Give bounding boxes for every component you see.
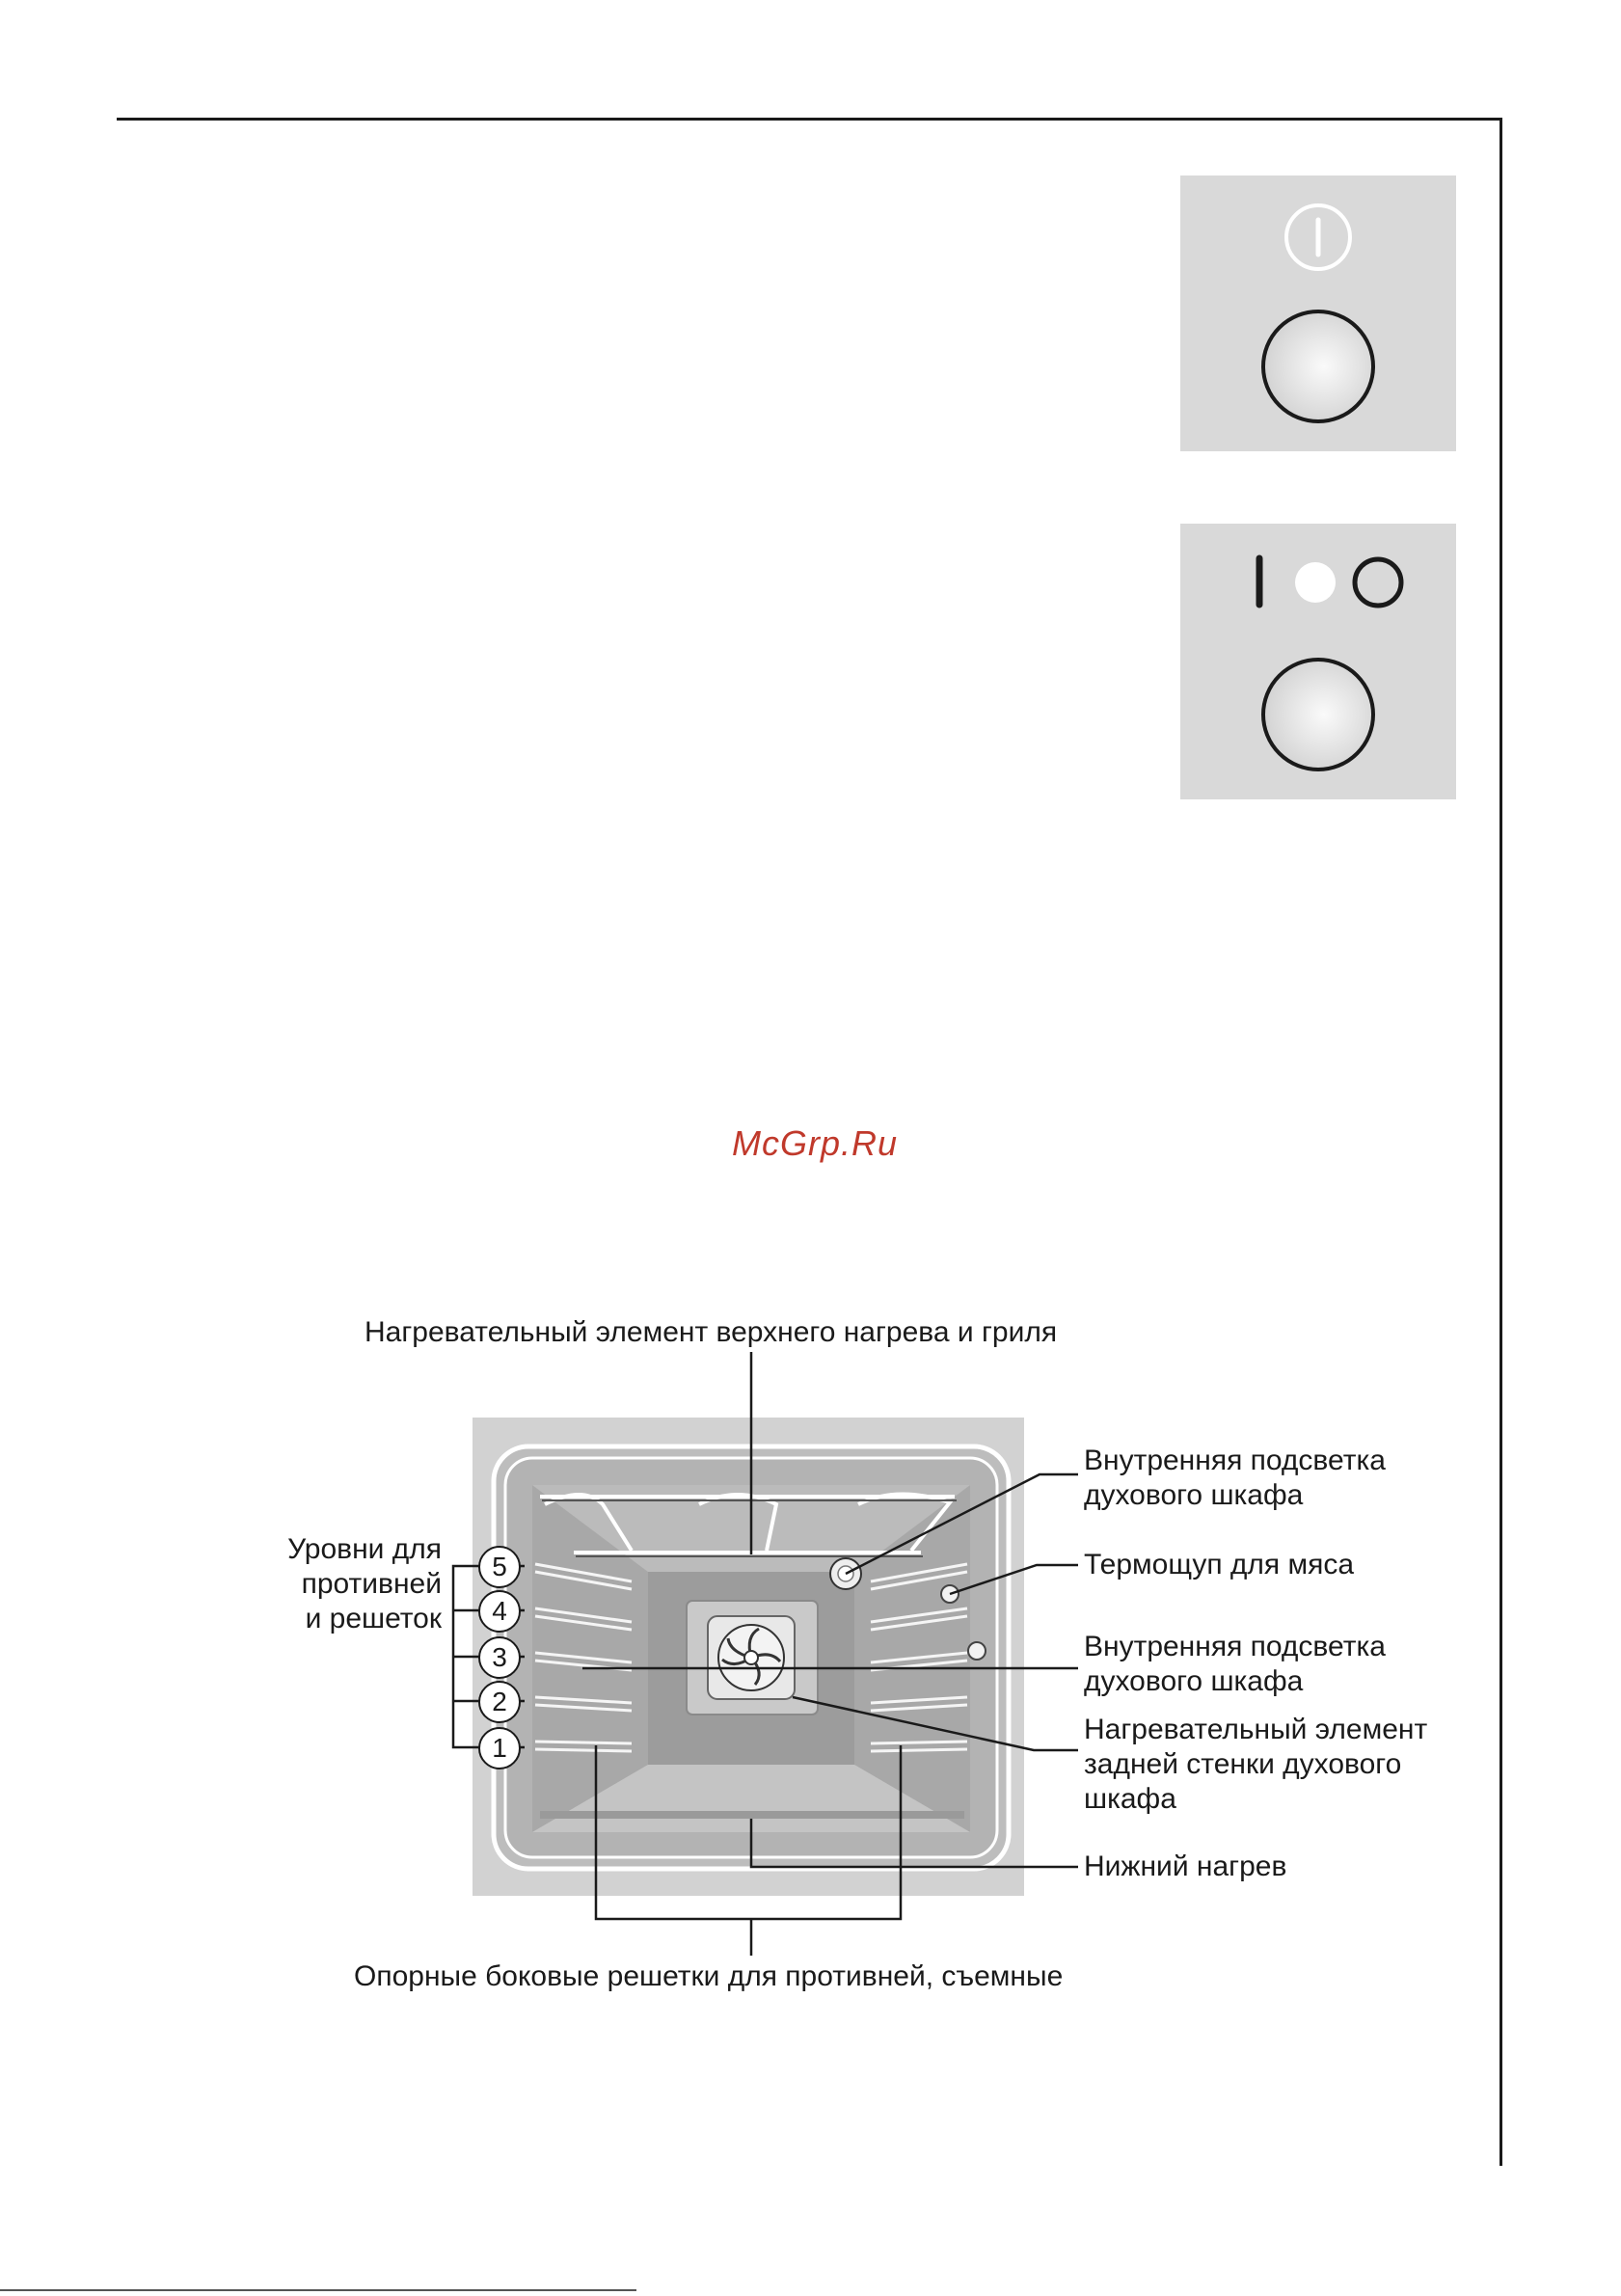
level-5-badge: 5 (478, 1546, 521, 1588)
label-interior-light-top-1: Внутренняя подсветка (1084, 1445, 1386, 1476)
level-1-badge: 1 (478, 1727, 521, 1769)
label-rear-element-1: Нагревательный элемент (1084, 1714, 1428, 1745)
level-2-badge: 2 (478, 1681, 521, 1723)
label-bottom-heat: Нижний нагрев (1084, 1850, 1287, 1882)
label-levels-3: и решеток (305, 1603, 442, 1634)
watermark: McGrp.Ru (731, 1123, 899, 1163)
label-levels-1: Уровни для (287, 1533, 442, 1565)
label-interior-light-top-2: духового шкафа (1084, 1479, 1304, 1511)
footer-rule (0, 2289, 636, 2291)
label-interior-light-back-1: Внутренняя подсветка (1084, 1631, 1386, 1662)
side-socket-icon (968, 1642, 986, 1660)
label-top-heating-element: Нагревательный элемент верхнего нагрева и гриля (365, 1316, 1058, 1348)
level-4-badge: 4 (478, 1590, 521, 1633)
label-interior-light-back-2: духового шкафа (1084, 1665, 1304, 1697)
label-rear-element-2: задней стенки духового (1084, 1748, 1402, 1780)
label-side-racks: Опорные боковые решетки для противней, съемные (354, 1960, 1064, 1992)
rear-fan-icon (708, 1616, 795, 1699)
label-levels-2: противней (301, 1568, 442, 1600)
level-3-badge: 3 (478, 1636, 521, 1679)
label-rear-element-3: шкафа (1084, 1783, 1176, 1815)
label-meat-probe: Термощуп для мяса (1084, 1549, 1355, 1580)
